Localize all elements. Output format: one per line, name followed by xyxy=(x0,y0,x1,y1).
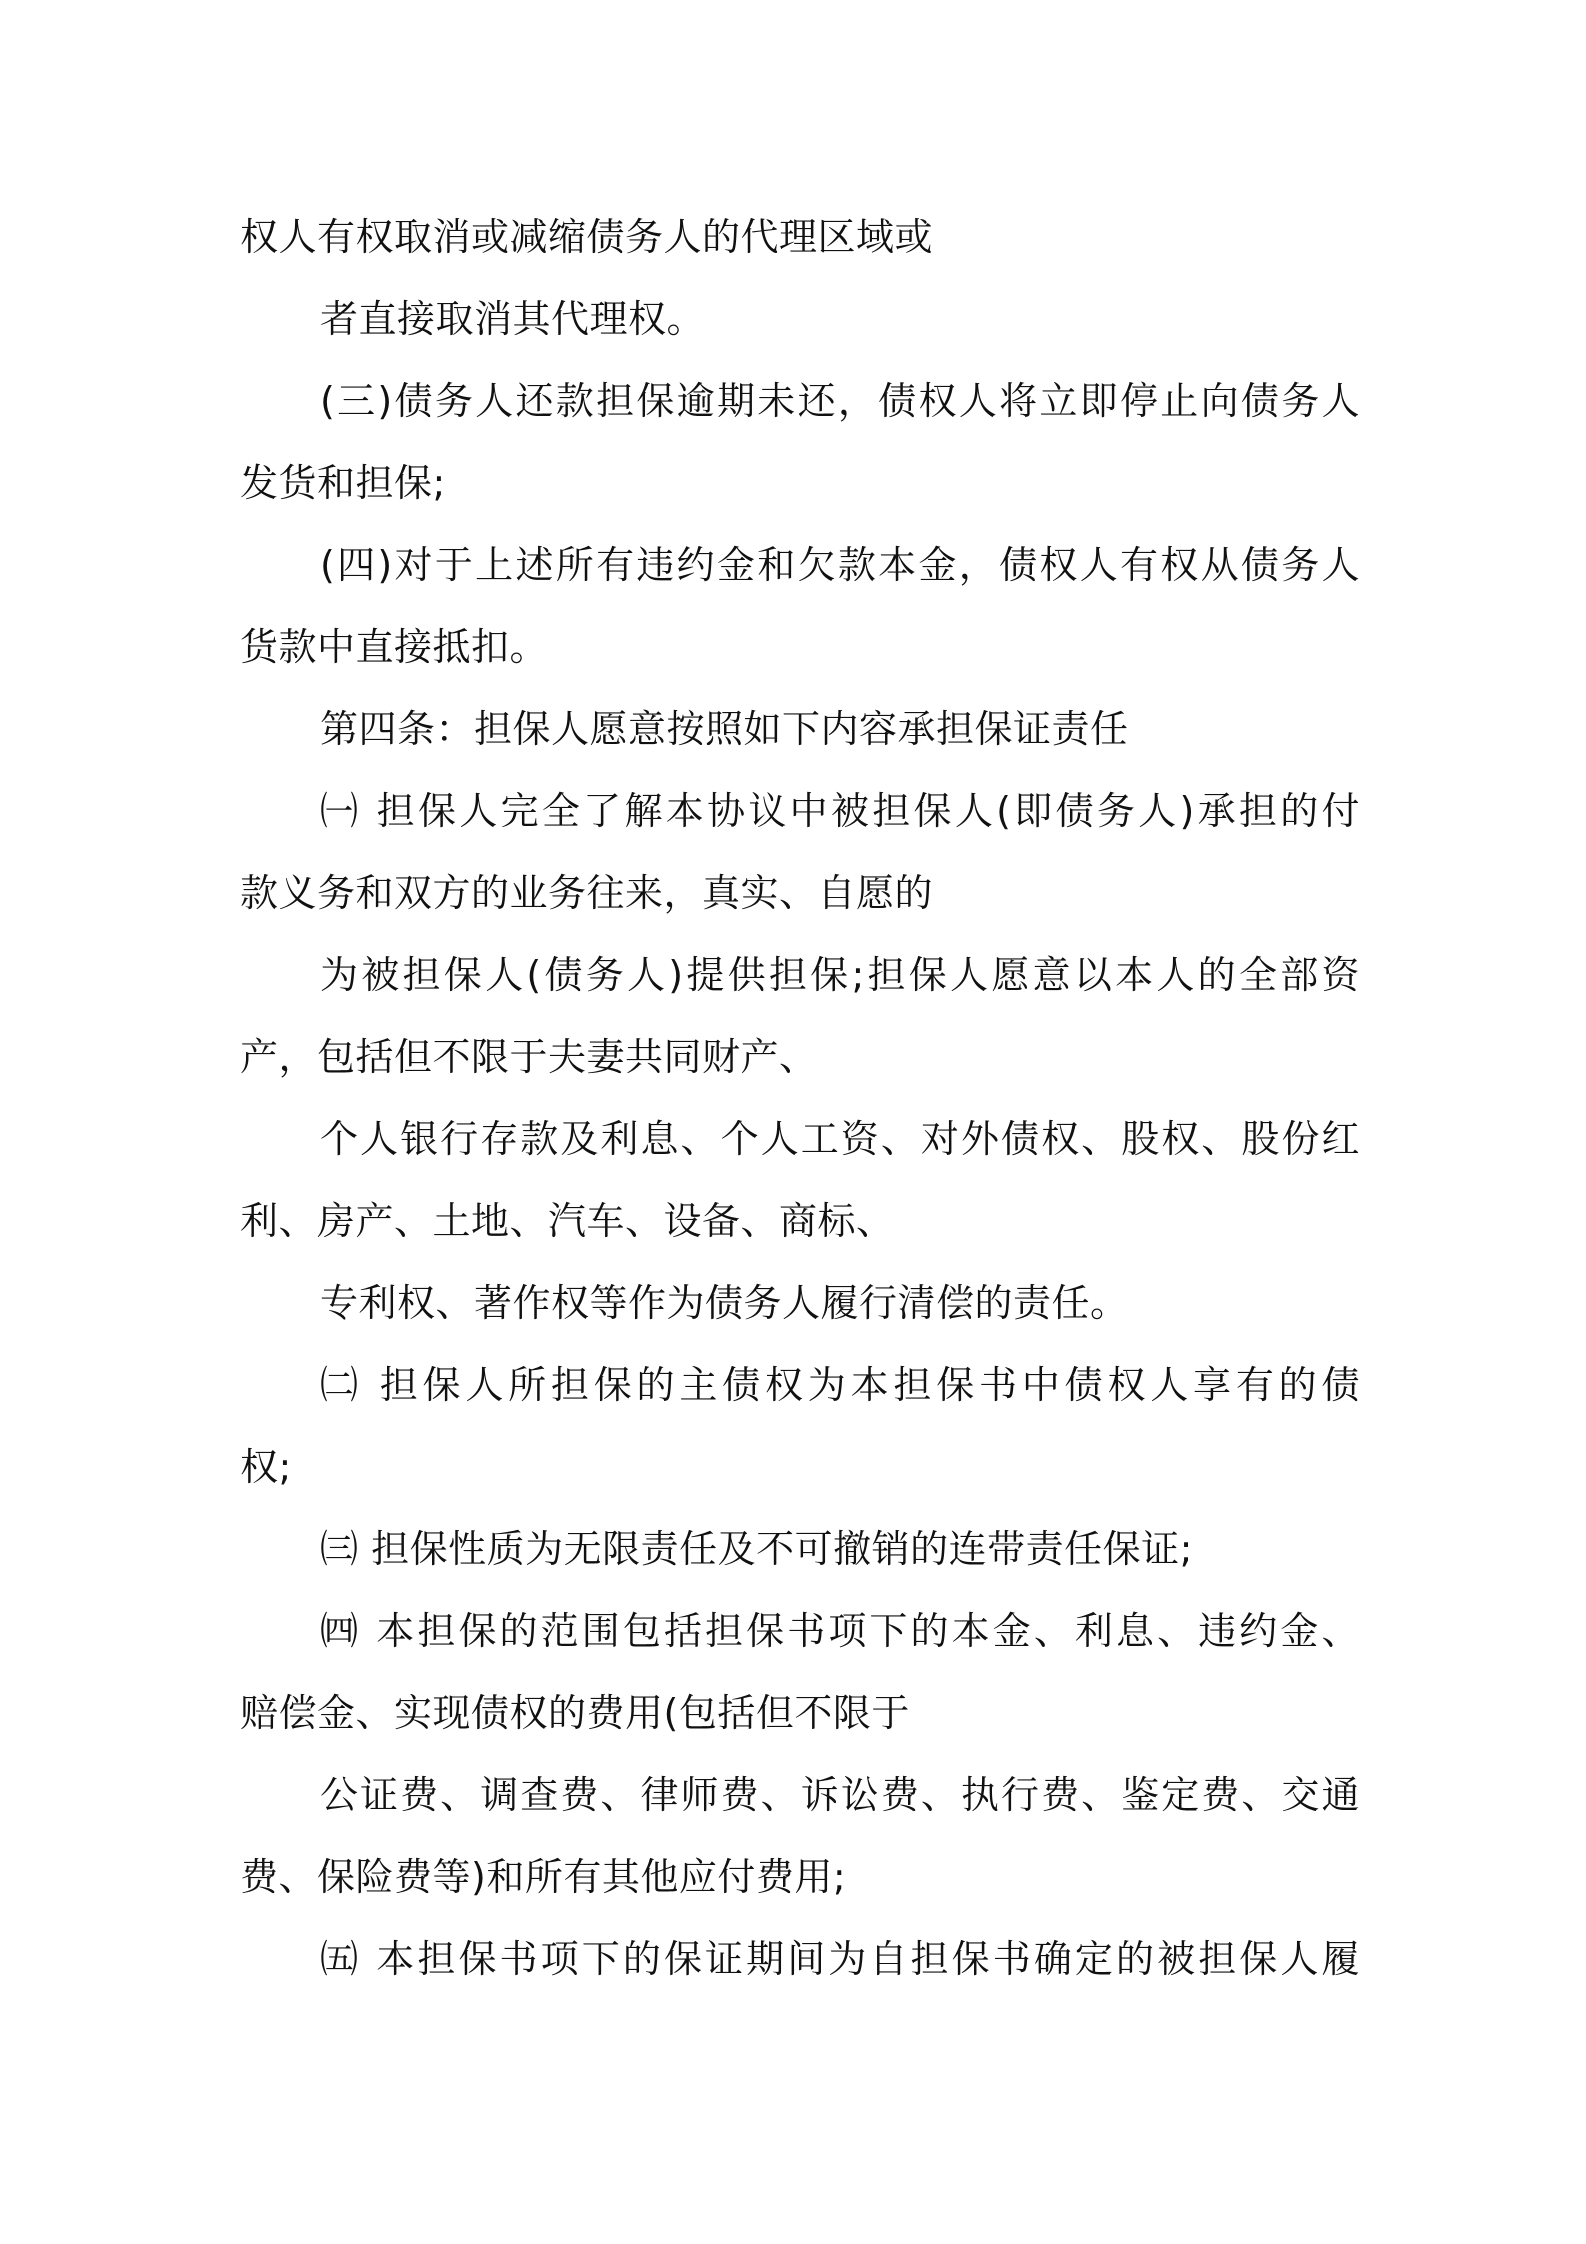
text-line: 费、保险费等)和所有其他应付费用; xyxy=(240,1855,847,1899)
text-line: ㈣ 本担保的范围包括担保书项下的本金、利息、违约金、 xyxy=(320,1609,1360,1653)
text-line: ㈤ 本担保书项下的保证期间为自担保书确定的被担保人履 xyxy=(320,1937,1360,1981)
text-line: 权人有权取消或减缩债务人的代理区域或 xyxy=(240,215,934,259)
text-line: ㈢ 担保性质为无限责任及不可撤销的连带责任保证; xyxy=(320,1527,1193,1571)
text-line: 公证费、调查费、律师费、诉讼费、执行费、鉴定费、交通 xyxy=(320,1773,1360,1817)
text-line: 产，包括但不限于夫妻共同财产、 xyxy=(240,1035,818,1079)
text-line: 者直接取消其代理权。 xyxy=(320,297,706,341)
text-line: 货款中直接抵扣。 xyxy=(240,625,549,669)
text-line: 个人银行存款及利息、个人工资、对外债权、股权、股份红 xyxy=(320,1117,1360,1161)
text-line: 利、房产、土地、汽车、设备、商标、 xyxy=(240,1199,895,1243)
text-line: 专利权、著作权等作为债务人履行清偿的责任。 xyxy=(320,1281,1129,1325)
text-line: ㈠ 担保人完全了解本协议中被担保人(即债务人)承担的付 xyxy=(320,789,1360,833)
text-line: (三)债务人还款担保逾期未还，债权人将立即停止向债务人 xyxy=(320,379,1360,423)
text-line: 权; xyxy=(240,1445,292,1489)
document-body xyxy=(240,196,1360,2000)
text-line: 赔偿金、实现债权的费用(包括但不限于 xyxy=(240,1691,910,1735)
text-line: 为被担保人(债务人)提供担保;担保人愿意以本人的全部资 xyxy=(320,953,1360,997)
text-line: 发货和担保; xyxy=(240,461,446,505)
text-line: 第四条：担保人愿意按照如下内容承担保证责任 xyxy=(320,707,1129,751)
text-line: ㈡ 担保人所担保的主债权为本担保书中债权人享有的债 xyxy=(320,1363,1360,1407)
text-line: 款义务和双方的业务往来，真实、自愿的 xyxy=(240,871,934,915)
text-line: (四)对于上述所有违约金和欠款本金，债权人有权从债务人 xyxy=(320,543,1360,587)
